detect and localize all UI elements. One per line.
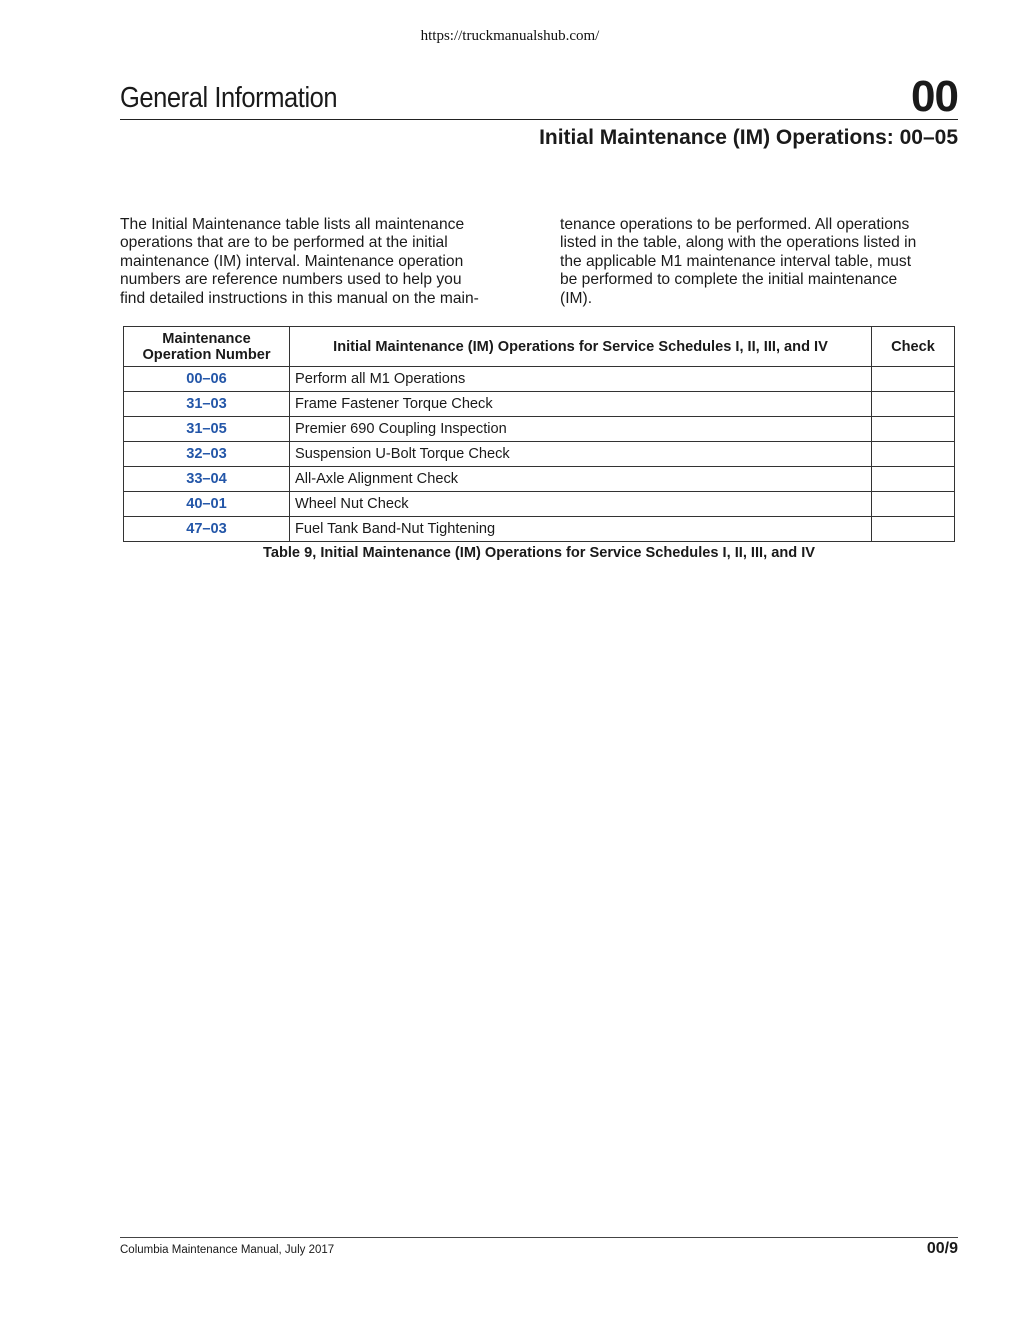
header-line: Operation Number (142, 346, 271, 363)
operation-number-link[interactable]: 31–05 (124, 417, 290, 442)
operation-number-link[interactable]: 00–06 (124, 367, 290, 392)
operation-name: Frame Fastener Torque Check (290, 392, 872, 417)
operation-name: Suspension U-Bolt Torque Check (290, 442, 872, 467)
table-row (124, 467, 955, 492)
intro-line: the applicable M1 maintenance interval table, must (560, 252, 912, 270)
table-row (124, 367, 955, 392)
intro-line: be performed to complete the initial maintenance (560, 271, 898, 289)
intro-left-column (120, 216, 510, 308)
intro-line: tenance operations to be performed. All operations (560, 216, 910, 233)
intro-line: find detailed instructions in this manual on the main- (120, 289, 479, 307)
check-cell (872, 517, 955, 542)
page-subtitle: Initial Maintenance (IM) Operations: 00–05 (539, 126, 958, 149)
table-row (124, 517, 955, 542)
header-operation-number (124, 327, 290, 367)
operation-name: All-Axle Alignment Check (290, 467, 872, 492)
intro-line: (IM). (560, 289, 593, 307)
header-divider (120, 119, 958, 120)
table-row (124, 492, 955, 517)
check-cell (872, 492, 955, 517)
header-line: Maintenance (162, 330, 251, 347)
intro-line: listed in the table, along with the operations listed in (560, 234, 917, 252)
operation-number-link[interactable]: 33–04 (124, 467, 290, 492)
intro-line: The Initial Maintenance table lists all maintenance (120, 216, 465, 233)
table-row (124, 417, 955, 442)
footer-page-number: 00/9 (926, 1240, 958, 1257)
check-cell (872, 417, 955, 442)
operation-name: Wheel Nut Check (290, 492, 872, 517)
intro-line: maintenance (IM) interval. Maintenance operation (120, 252, 464, 270)
check-cell (872, 467, 955, 492)
table-caption: Table 9, Initial Maintenance (IM) Operations for Service Schedules I, II, III, and IV (263, 545, 815, 561)
table-row (124, 442, 955, 467)
operation-name: Fuel Tank Band-Nut Tightening (290, 517, 872, 542)
header-check: Check (872, 327, 955, 367)
check-cell (872, 367, 955, 392)
operation-number-link[interactable]: 32–03 (124, 442, 290, 467)
operation-number-link[interactable]: 31–03 (124, 392, 290, 417)
footer-divider (120, 1237, 958, 1238)
operation-number-link[interactable]: 47–03 (124, 517, 290, 542)
intro-right-column (560, 216, 958, 308)
table-row (124, 392, 955, 417)
operation-number-link[interactable]: 40–01 (124, 492, 290, 517)
maintenance-table (123, 326, 955, 542)
intro-line: operations that are to be performed at the initial (120, 234, 448, 252)
check-cell (872, 442, 955, 467)
source-url[interactable]: https://truckmanualshub.com/ (420, 28, 600, 44)
section-title: General Information (120, 82, 338, 114)
header-operations: Initial Maintenance (IM) Operations for Service Schedules I, II, III, and IV (290, 327, 872, 367)
intro-text (120, 216, 958, 308)
intro-line: numbers are reference numbers used to help you (120, 271, 462, 289)
check-cell (872, 392, 955, 417)
operation-name: Perform all M1 Operations (290, 367, 872, 392)
table-header-row (124, 327, 955, 367)
operation-name: Premier 690 Coupling Inspection (290, 417, 872, 442)
section-number: 00 (911, 72, 958, 121)
footer-manual-title: Columbia Maintenance Manual, July 2017 (120, 1244, 335, 1256)
